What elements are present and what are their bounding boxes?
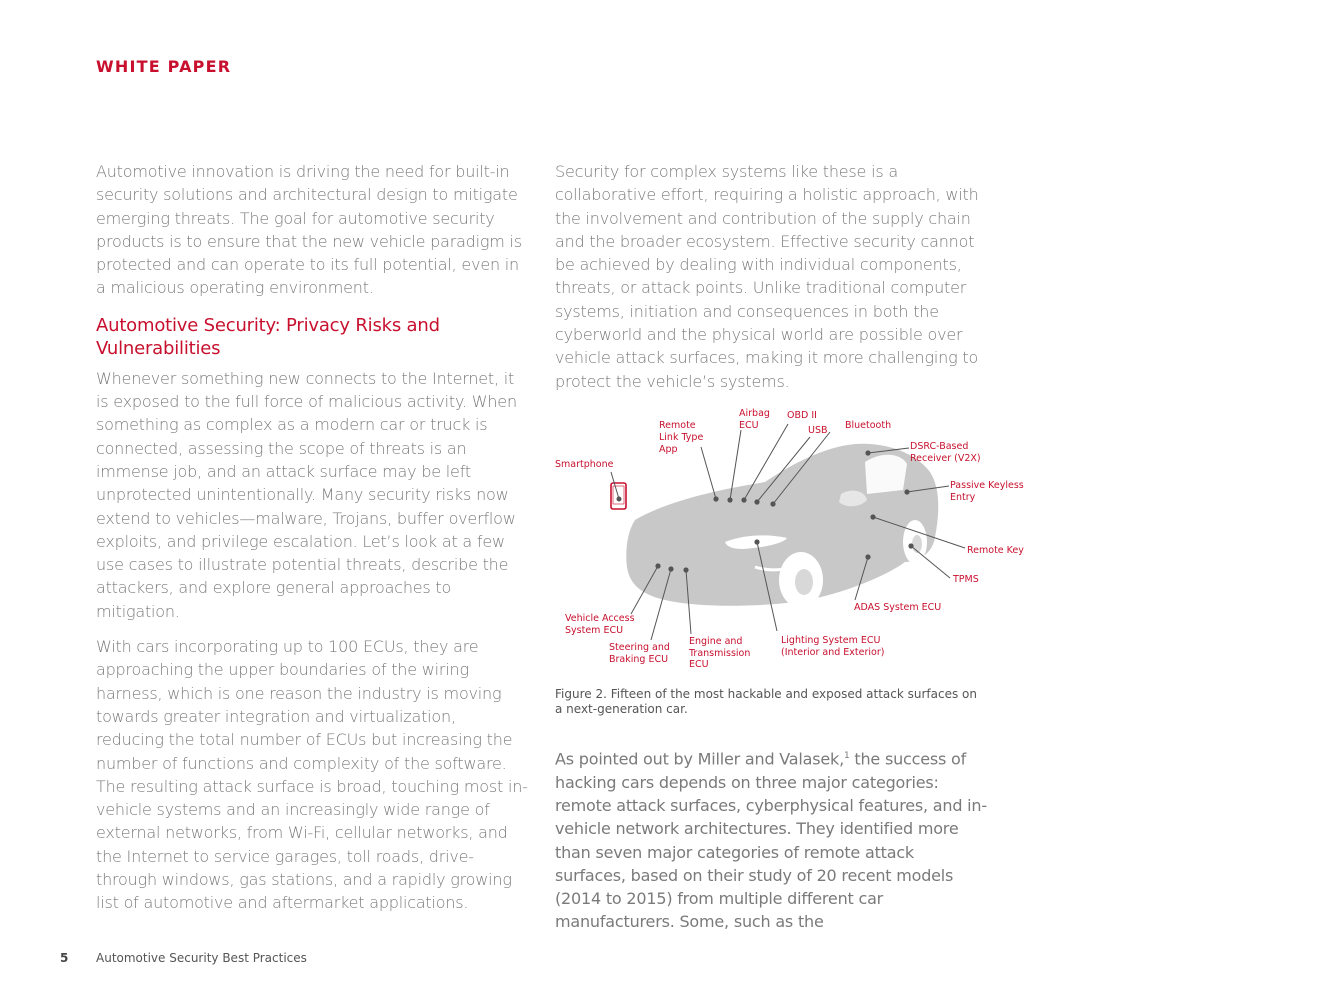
label-dsrc-2: Receiver (V2X)	[910, 453, 981, 464]
label-remote-2: Link Type	[659, 432, 704, 443]
right-column	[555, 160, 987, 393]
label-usb: USB	[808, 425, 828, 436]
label-vehicle-access-1: Vehicle Access	[565, 613, 635, 624]
paragraph-start: As pointed out by Miller and Valasek,	[555, 749, 844, 769]
right-column-lower	[555, 745, 987, 934]
label-lighting-2: (Interior and Exterior)	[781, 647, 885, 658]
label-airbag-2: ECU	[739, 420, 759, 431]
footnote-ref[interactable]: 1	[843, 751, 850, 761]
label-vehicle-access-2: System ECU	[565, 625, 624, 636]
doc-type-label: WHITE PAPER	[96, 57, 232, 76]
car-silhouette-icon	[626, 444, 938, 608]
label-lighting-1: Lighting System ECU	[781, 635, 881, 646]
footer-title: Automotive Security Best Practices	[96, 951, 307, 965]
label-bluetooth: Bluetooth	[845, 420, 892, 431]
label-adas: ADAS System ECU	[854, 602, 942, 613]
label-pke-1: Passive Keyless	[950, 480, 1024, 491]
section-heading: Automotive Security: Privacy Risks and Vulnerabilities	[96, 314, 440, 359]
threats-paragraph: Whenever something new connects to the Internet, it is exposed to the full force of malicious activity. When something as complex as a modern car or truck is connected, assessing the scope of threats is an immense job, and an attack surface may be left unprotected unintentionally. Many security risks now extend to vehicles—malware, Trojans, buffer overflow exploits, and privilege escalation. Let’s look at a few use cases to illustrate potential threats, describe the attackers, and explore general approaches to mitigation.	[96, 368, 517, 621]
ecu-paragraph: With cars incorporating up to 100 ECUs, they are approaching the upper boundaries of the wiring harness, which is one reason the industry is moving towards greater integration and virtualization, reducing the total number of ECUs but increasing the number of functions and complexity of the software. The resulting attack surface is broad, touching most in-vehicle systems and an increasingly wide range of external networks, from Wi-Fi, cellular networks, and the Internet to service garages, toll roads, drive-through windows, gas stations, and a rapidly growing list of automotive and aftermarket applications.	[96, 637, 528, 913]
label-tpms: TPMS	[953, 574, 979, 585]
intro-paragraph: Automotive innovation is driving the need for built-in security solutions and architectural design to mitigate emerging threats. The goal for automotive security products is to ensure that the new vehicle paradigm is protected and can operate to its full potential, even in a malicious operating environment.	[96, 162, 522, 298]
label-steering-2: Braking ECU	[609, 654, 669, 665]
label-steering-1: Steering and	[609, 642, 670, 653]
attack-surface-figure	[555, 402, 1025, 677]
label-engine-1: Engine and	[689, 636, 743, 647]
car-diagram	[555, 402, 1025, 677]
paragraph-rest: the success of hacking cars depends on three major categories: remote attack surfaces, cyberphysical features, and in-vehicle network architectures. They identified more than seven major categories of remote attack surfaces, based on their study of 20 recent models (2014 to 2015) from multiple different car manufacturers. Some, such as the	[555, 749, 987, 932]
label-obd: OBD II	[787, 410, 817, 421]
label-airbag-1: Airbag	[739, 408, 770, 419]
label-remote-key: Remote Key	[967, 545, 1024, 556]
label-remote-3: App	[659, 444, 678, 455]
label-smartphone: Smartphone	[555, 459, 614, 470]
figure-caption: Figure 2. Fifteen of the most hackable and exposed attack surfaces on a next-generation car.	[555, 687, 978, 716]
label-pke-2: Entry	[950, 492, 976, 503]
label-engine-3: ECU	[689, 659, 709, 670]
label-engine-2: Transmission	[689, 648, 751, 659]
page-number: 5	[60, 951, 69, 965]
label-remote-1: Remote	[659, 420, 696, 431]
collaboration-paragraph: Security for complex systems like these is a collaborative effort, requiring a holistic approach, with the involvement and contribution of the supply chain and the broader ecosystem. Effective security cannot be achieved by dealing with individual components, threats, or attack points. Unlike traditional computer systems, initiation and consequences in both the cyberworld and the physical world are possible over vehicle attack surfaces, making it more challenging to protect the vehicle’s systems.	[555, 162, 979, 391]
miller-valasek-paragraph	[555, 745, 987, 934]
label-dsrc-1: DSRC-Based	[910, 441, 969, 452]
left-column	[96, 160, 528, 915]
